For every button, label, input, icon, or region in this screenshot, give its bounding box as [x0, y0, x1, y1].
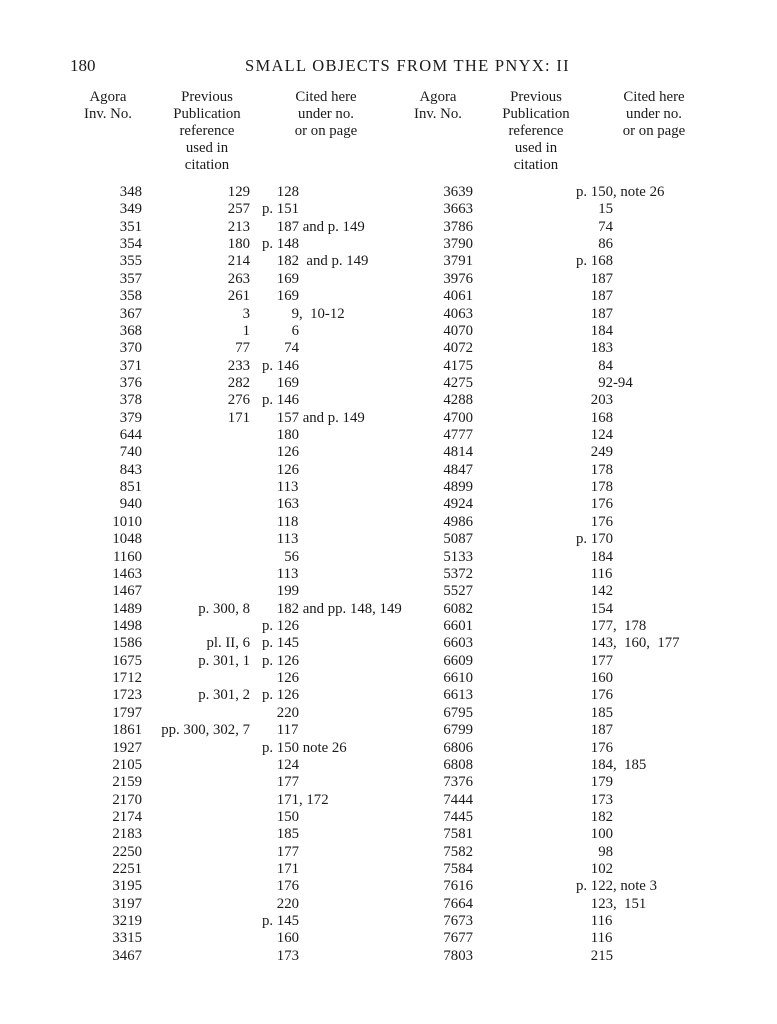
inv-no-left: 1467	[112, 583, 142, 600]
inv-no-left: 379	[119, 409, 142, 426]
inv-no-left: 351	[119, 218, 142, 235]
previous-ref-left: 129	[227, 184, 250, 200]
inv-no-right: 7664	[443, 895, 473, 912]
inv-no-right: 5133	[443, 548, 473, 565]
table-row	[0, 358, 777, 375]
previous-ref-left: p. 300, 8	[198, 600, 250, 617]
previous-ref-left: 213	[227, 218, 250, 235]
table-row	[0, 566, 777, 583]
cited-left: 169	[262, 374, 299, 391]
inv-no-right: 4288	[443, 392, 473, 409]
table-row	[0, 792, 777, 809]
table-row	[0, 896, 777, 913]
inv-no-right: 7445	[443, 808, 473, 825]
inv-no-left: 368	[119, 322, 142, 339]
cited-left: p. 145	[262, 913, 299, 930]
table-row	[0, 583, 777, 600]
previous-ref-left: 1	[242, 322, 250, 339]
inv-no-left: 1797	[112, 704, 142, 721]
cited-left: 74	[262, 340, 299, 357]
header-previous-left: Previous Publication reference used in citation	[173, 89, 241, 173]
previous-ref-left: 276	[227, 392, 250, 409]
cited-left: 113	[262, 479, 299, 496]
inv-no-right: 4175	[443, 357, 473, 374]
table-row	[0, 618, 777, 635]
inv-no-right: 4700	[443, 409, 473, 426]
cited-right: p. 122, note 3	[576, 878, 657, 895]
cited-right: 86	[576, 236, 613, 253]
cited-left: 220	[262, 704, 299, 721]
table-row	[0, 340, 777, 357]
table-row	[0, 653, 777, 670]
inv-no-right: 7803	[443, 947, 473, 964]
cited-right: 177, 178	[576, 617, 647, 634]
inv-no-right: 7584	[443, 861, 473, 878]
cited-right: 143, 160, 177	[576, 635, 680, 652]
cited-right: p. 150, note 26	[576, 184, 665, 200]
cited-left: 160	[262, 930, 299, 947]
inv-no-right: 3786	[443, 218, 473, 235]
table-row	[0, 757, 777, 774]
inv-no-left: 348	[119, 184, 142, 200]
inv-no-left: 851	[119, 479, 142, 496]
table-row	[0, 531, 777, 548]
inv-no-right: 6795	[443, 704, 473, 721]
cited-left: p. 126	[262, 687, 299, 704]
table-row	[0, 462, 777, 479]
table-row	[0, 705, 777, 722]
cited-right: 179	[576, 774, 613, 791]
previous-ref-left: pl. II, 6	[206, 635, 250, 652]
table-row	[0, 913, 777, 930]
inv-no-right: 4924	[443, 496, 473, 513]
inv-no-right: 3639	[443, 184, 473, 200]
table-row	[0, 184, 777, 201]
cited-right: 74	[576, 218, 613, 235]
inv-no-right: 5372	[443, 565, 473, 582]
inv-no-left: 1712	[112, 670, 142, 687]
inv-no-right: 6613	[443, 687, 473, 704]
cited-right: 124	[576, 427, 613, 444]
inv-no-right: 7616	[443, 878, 473, 895]
cited-left: 163	[262, 496, 299, 513]
cited-right: 84	[576, 357, 613, 374]
table-row	[0, 479, 777, 496]
inv-no-right: 3663	[443, 201, 473, 218]
inv-no-left: 3195	[112, 878, 142, 895]
previous-ref-left: 282	[227, 374, 250, 391]
previous-ref-left: 180	[227, 236, 250, 253]
table-row	[0, 288, 777, 305]
cited-right: 160	[576, 670, 613, 687]
cited-left: p. 150 note 26	[262, 739, 347, 756]
cited-right: 116	[576, 930, 613, 947]
cited-left: 169	[262, 288, 299, 305]
previous-ref-left: 257	[227, 201, 250, 218]
previous-ref-left: 233	[227, 357, 250, 374]
running-title: SMALL OBJECTS FROM THE PNYX: II	[245, 56, 570, 75]
cited-left: p. 126	[262, 617, 299, 634]
table-row	[0, 392, 777, 409]
cited-right: 176	[576, 739, 613, 756]
cited-left: 6	[262, 322, 299, 339]
inv-no-left: 1586	[112, 635, 142, 652]
cited-right: 176	[576, 513, 613, 530]
inv-no-left: 2174	[112, 808, 142, 825]
inv-no-left: 378	[119, 392, 142, 409]
table-row	[0, 410, 777, 427]
cited-right: 187	[576, 305, 613, 322]
cited-left: p. 146	[262, 357, 299, 374]
inv-no-right: 4899	[443, 479, 473, 496]
inv-no-right: 3976	[443, 270, 473, 287]
inv-no-right: 4061	[443, 288, 473, 305]
cited-left: 173	[262, 947, 299, 964]
table-row	[0, 670, 777, 687]
cited-right: 154	[576, 600, 613, 617]
inv-no-left: 1463	[112, 565, 142, 582]
inv-no-left: 371	[119, 357, 142, 374]
inv-no-right: 4072	[443, 340, 473, 357]
inv-no-left: 357	[119, 270, 142, 287]
cited-left: 169	[262, 270, 299, 287]
previous-ref-left: 3	[242, 305, 250, 322]
cited-right: 184	[576, 322, 613, 339]
cited-left: 9, 10-12	[262, 305, 345, 322]
cited-left: 128	[262, 184, 299, 200]
cited-right: 184	[576, 548, 613, 565]
table-row	[0, 323, 777, 340]
header-cited-left: Cited here under no. or on page	[294, 89, 358, 139]
previous-ref-left: 171	[227, 409, 250, 426]
cited-left: 118	[262, 513, 299, 530]
inv-no-right: 7581	[443, 826, 473, 843]
cited-right: 182	[576, 808, 613, 825]
cited-left: p. 145	[262, 635, 299, 652]
cited-left: 171	[262, 861, 299, 878]
inv-no-left: 644	[119, 427, 142, 444]
inv-no-left: 3219	[112, 913, 142, 930]
inv-no-left: 1160	[112, 548, 142, 565]
inv-no-left: 940	[119, 496, 142, 513]
concordance-table	[0, 184, 777, 965]
table-row	[0, 444, 777, 461]
table-row	[0, 601, 777, 618]
cited-right: p. 170	[576, 531, 613, 548]
inv-no-left: 355	[119, 253, 142, 270]
inv-no-left: 1489	[112, 600, 142, 617]
cited-left: 182 and p. 149	[262, 253, 369, 270]
table-row	[0, 774, 777, 791]
previous-ref-left: p. 301, 1	[198, 652, 250, 669]
cited-left: p. 148	[262, 236, 299, 253]
inv-no-right: 6609	[443, 652, 473, 669]
cited-right: 178	[576, 479, 613, 496]
inv-no-right: 6082	[443, 600, 473, 617]
inv-no-right: 4275	[443, 374, 473, 391]
inv-no-right: 7673	[443, 913, 473, 930]
table-row	[0, 722, 777, 739]
cited-left: 113	[262, 531, 299, 548]
previous-ref-left: 263	[227, 270, 250, 287]
inv-no-left: 1927	[112, 739, 142, 756]
cited-right: 187	[576, 288, 613, 305]
cited-left: 56	[262, 548, 299, 565]
cited-left: 126	[262, 670, 299, 687]
cited-left: 117	[262, 722, 299, 739]
cited-right: 184, 185	[576, 756, 647, 773]
inv-no-right: 4777	[443, 427, 473, 444]
table-row	[0, 948, 777, 965]
cited-right: 176	[576, 687, 613, 704]
cited-left: 187 and p. 149	[262, 218, 365, 235]
inv-no-left: 349	[119, 201, 142, 218]
cited-left: 199	[262, 583, 299, 600]
cited-right: 100	[576, 826, 613, 843]
previous-ref-left: 214	[227, 253, 250, 270]
inv-no-left: 376	[119, 374, 142, 391]
cited-right: 98	[576, 843, 613, 860]
cited-left: 113	[262, 565, 299, 582]
inv-no-right: 3790	[443, 236, 473, 253]
cited-right: 177	[576, 652, 613, 669]
table-row	[0, 549, 777, 566]
inv-no-right: 6806	[443, 739, 473, 756]
previous-ref-left: p. 301, 2	[198, 687, 250, 704]
inv-no-left: 740	[119, 444, 142, 461]
previous-ref-left: 261	[227, 288, 250, 305]
cited-left: 157 and p. 149	[262, 409, 365, 426]
cited-right: 203	[576, 392, 613, 409]
cited-left: 177	[262, 774, 299, 791]
inv-no-left: 3467	[112, 947, 142, 964]
cited-right: 173	[576, 791, 613, 808]
table-row	[0, 201, 777, 218]
table-row	[0, 740, 777, 757]
inv-no-right: 6610	[443, 670, 473, 687]
inv-no-right: 4986	[443, 513, 473, 530]
header-cited-right: Cited here under no. or on page	[622, 89, 686, 139]
table-row	[0, 219, 777, 236]
inv-no-left: 2250	[112, 843, 142, 860]
table-row	[0, 306, 777, 323]
inv-no-left: 2251	[112, 861, 142, 878]
inv-no-left: 3197	[112, 895, 142, 912]
header-previous-right: Previous Publication reference used in citation	[502, 89, 570, 173]
table-row	[0, 236, 777, 253]
previous-ref-left: pp. 300, 302, 7	[161, 722, 250, 739]
inv-no-right: 6799	[443, 722, 473, 739]
inv-no-left: 354	[119, 236, 142, 253]
table-row	[0, 930, 777, 947]
cited-left: 126	[262, 461, 299, 478]
inv-no-right: 4847	[443, 461, 473, 478]
cited-right: 15	[576, 201, 613, 218]
cited-right: 183	[576, 340, 613, 357]
inv-no-right: 4063	[443, 305, 473, 322]
cited-left: 180	[262, 427, 299, 444]
cited-right: 187	[576, 722, 613, 739]
inv-no-left: 3315	[112, 930, 142, 947]
page-header	[0, 50, 777, 76]
cited-left: 124	[262, 756, 299, 773]
inv-no-left: 1723	[112, 687, 142, 704]
cited-right: 102	[576, 861, 613, 878]
inv-no-right: 5527	[443, 583, 473, 600]
cited-left: 176	[262, 878, 299, 895]
table-row	[0, 253, 777, 270]
inv-no-left: 1675	[112, 652, 142, 669]
cited-right: 185	[576, 704, 613, 721]
table-row	[0, 687, 777, 704]
inv-no-right: 6601	[443, 617, 473, 634]
cited-right: 123, 151	[576, 895, 647, 912]
table-row	[0, 514, 777, 531]
previous-ref-left: 77	[235, 340, 250, 357]
inv-no-right: 4814	[443, 444, 473, 461]
table-row	[0, 844, 777, 861]
cited-left: 171, 172	[262, 791, 329, 808]
header-inv-no-left: Agora Inv. No.	[84, 89, 132, 122]
table-row	[0, 375, 777, 392]
inv-no-left: 370	[119, 340, 142, 357]
cited-right: 249	[576, 444, 613, 461]
cited-right: 168	[576, 409, 613, 426]
cited-right: 92-94	[576, 374, 633, 391]
table-row	[0, 878, 777, 895]
cited-right: 176	[576, 496, 613, 513]
cited-left: p. 146	[262, 392, 299, 409]
cited-left: 126	[262, 444, 299, 461]
inv-no-left: 2170	[112, 791, 142, 808]
cited-right: 215	[576, 947, 613, 964]
inv-no-right: 7582	[443, 843, 473, 860]
inv-no-left: 367	[119, 305, 142, 322]
header-inv-no-right: Agora Inv. No.	[414, 89, 462, 122]
table-row	[0, 635, 777, 652]
cited-right: p. 168	[576, 253, 613, 270]
table-row	[0, 809, 777, 826]
cited-left: p. 126	[262, 652, 299, 669]
inv-no-left: 1861	[112, 722, 142, 739]
table-row	[0, 427, 777, 444]
inv-no-right: 7444	[443, 791, 473, 808]
inv-no-right: 6808	[443, 756, 473, 773]
inv-no-right: 6603	[443, 635, 473, 652]
cited-right: 178	[576, 461, 613, 478]
cited-right: 116	[576, 565, 613, 582]
inv-no-left: 358	[119, 288, 142, 305]
cited-left: 177	[262, 843, 299, 860]
cited-right: 142	[576, 583, 613, 600]
cited-left: 185	[262, 826, 299, 843]
cited-right: 187	[576, 270, 613, 287]
inv-no-left: 843	[119, 461, 142, 478]
table-row	[0, 861, 777, 878]
table-row	[0, 271, 777, 288]
inv-no-left: 1010	[112, 513, 142, 530]
page-number: 180	[70, 56, 96, 75]
cited-left: p. 151	[262, 201, 299, 218]
inv-no-right: 3791	[443, 253, 473, 270]
cited-left: 182 and pp. 148, 149	[262, 600, 402, 617]
cited-right: 116	[576, 913, 613, 930]
inv-no-right: 7677	[443, 930, 473, 947]
inv-no-left: 2105	[112, 756, 142, 773]
table-row	[0, 826, 777, 843]
inv-no-left: 2159	[112, 774, 142, 791]
inv-no-left: 1048	[112, 531, 142, 548]
inv-no-left: 2183	[112, 826, 142, 843]
inv-no-right: 5087	[443, 531, 473, 548]
table-row	[0, 496, 777, 513]
inv-no-right: 4070	[443, 322, 473, 339]
cited-left: 150	[262, 808, 299, 825]
inv-no-left: 1498	[112, 617, 142, 634]
cited-left: 220	[262, 895, 299, 912]
inv-no-right: 7376	[443, 774, 473, 791]
